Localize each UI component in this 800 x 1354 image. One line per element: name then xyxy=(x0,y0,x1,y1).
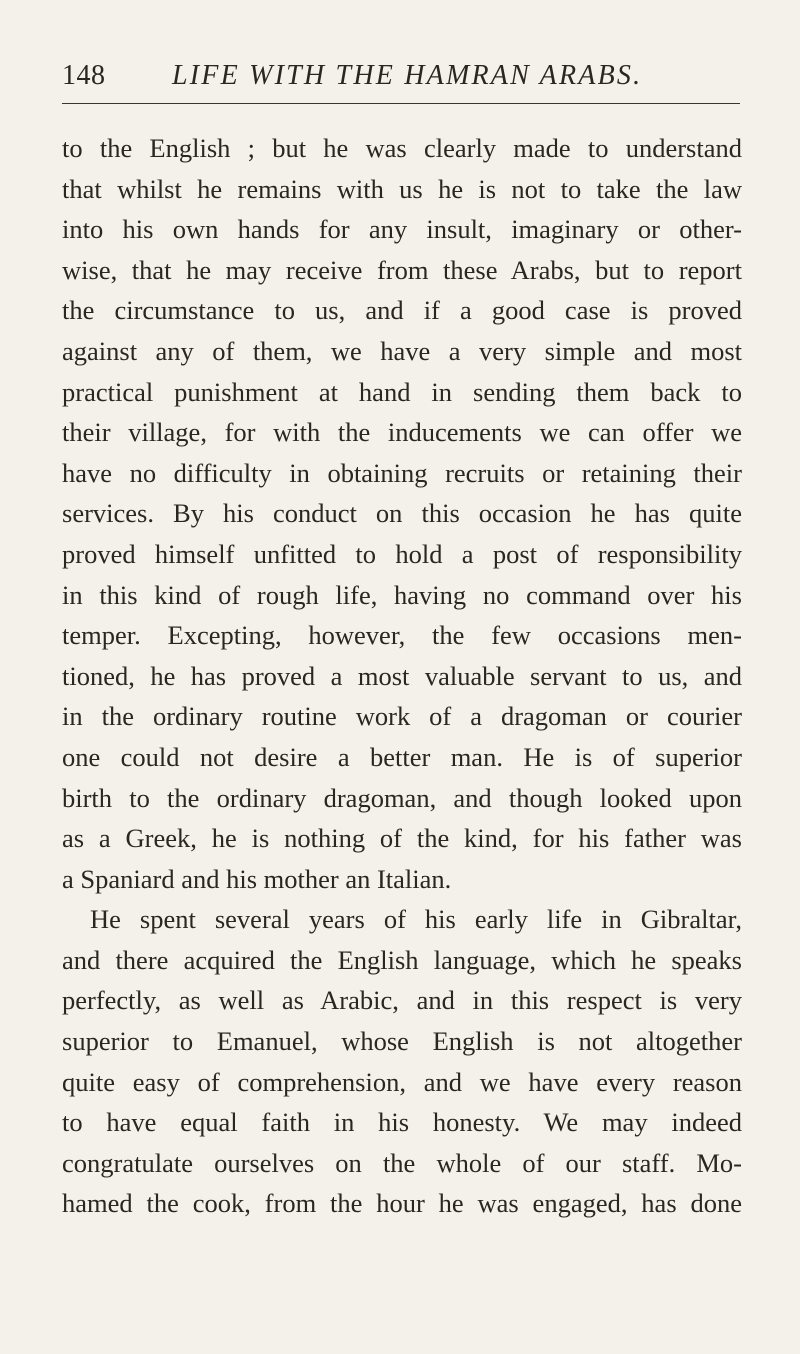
text-line: perfectly, as well as Arabic, and in this respect is very xyxy=(62,985,742,1016)
running-title: LIFE WITH THE HAMRAN ARABS. xyxy=(172,60,643,91)
text-line: have no difficulty in obtaining recruits or retaining their xyxy=(62,457,742,488)
text-line: a Spaniard and his mother an Italian. xyxy=(62,863,452,894)
text-line: He spent several years of his early life in Gibraltar, xyxy=(90,904,742,935)
text-line: practical punishment at hand in sending them back to xyxy=(62,376,742,407)
text-line: services. By his conduct on this occasion he has quite xyxy=(62,498,742,529)
text-line: against any of them, we have a very simple and most xyxy=(62,335,742,366)
text-line: in this kind of rough life, having no command over his xyxy=(62,579,742,610)
text-line: hamed the cook, from the hour he was engaged, has done xyxy=(62,1188,742,1219)
paragraph-1 xyxy=(62,128,742,899)
text-line: one could not desire a better man. He is of superior xyxy=(62,741,742,772)
text-line: quite easy of comprehension, and we have every reason xyxy=(62,1066,742,1097)
text-line: the circumstance to us, and if a good case is proved xyxy=(62,295,742,326)
text-line: and there acquired the English language, which he speaks xyxy=(62,944,742,975)
text-line: congratulate ourselves on the whole of our staff. Mo- xyxy=(62,1147,742,1178)
text-line: to the English ; but he was clearly made to understand xyxy=(62,133,742,163)
text-line: into his own hands for any insult, imaginary or other- xyxy=(62,214,742,245)
text-line: superior to Emanuel, whose English is not altogether xyxy=(62,1026,742,1057)
text-line: as a Greek, he is nothing of the kind, for his father was xyxy=(62,823,742,854)
page-number: 148 xyxy=(62,60,106,91)
header-rule xyxy=(62,103,740,104)
text-line: proved himself unfitted to hold a post of responsibility xyxy=(62,538,742,569)
text-line: that whilst he remains with us he is not to take the law xyxy=(62,173,742,204)
text-line: tioned, he has proved a most valuable servant to us, and xyxy=(62,660,742,691)
text-line: wise, that he may receive from these Arabs, but to report xyxy=(62,254,742,285)
text-line: birth to the ordinary dragoman, and though looked upon xyxy=(62,782,742,813)
body-text xyxy=(62,128,742,1224)
page-header xyxy=(62,56,742,104)
text-line: in the ordinary routine work of a dragoman or courier xyxy=(62,701,742,732)
text-line: their village, for with the inducements we can offer we xyxy=(62,417,742,448)
paragraph-2 xyxy=(62,899,742,1224)
text-line: temper. Excepting, however, the few occasions men- xyxy=(62,620,742,651)
text-line: to have equal faith in his honesty. We may indeed xyxy=(62,1107,742,1138)
